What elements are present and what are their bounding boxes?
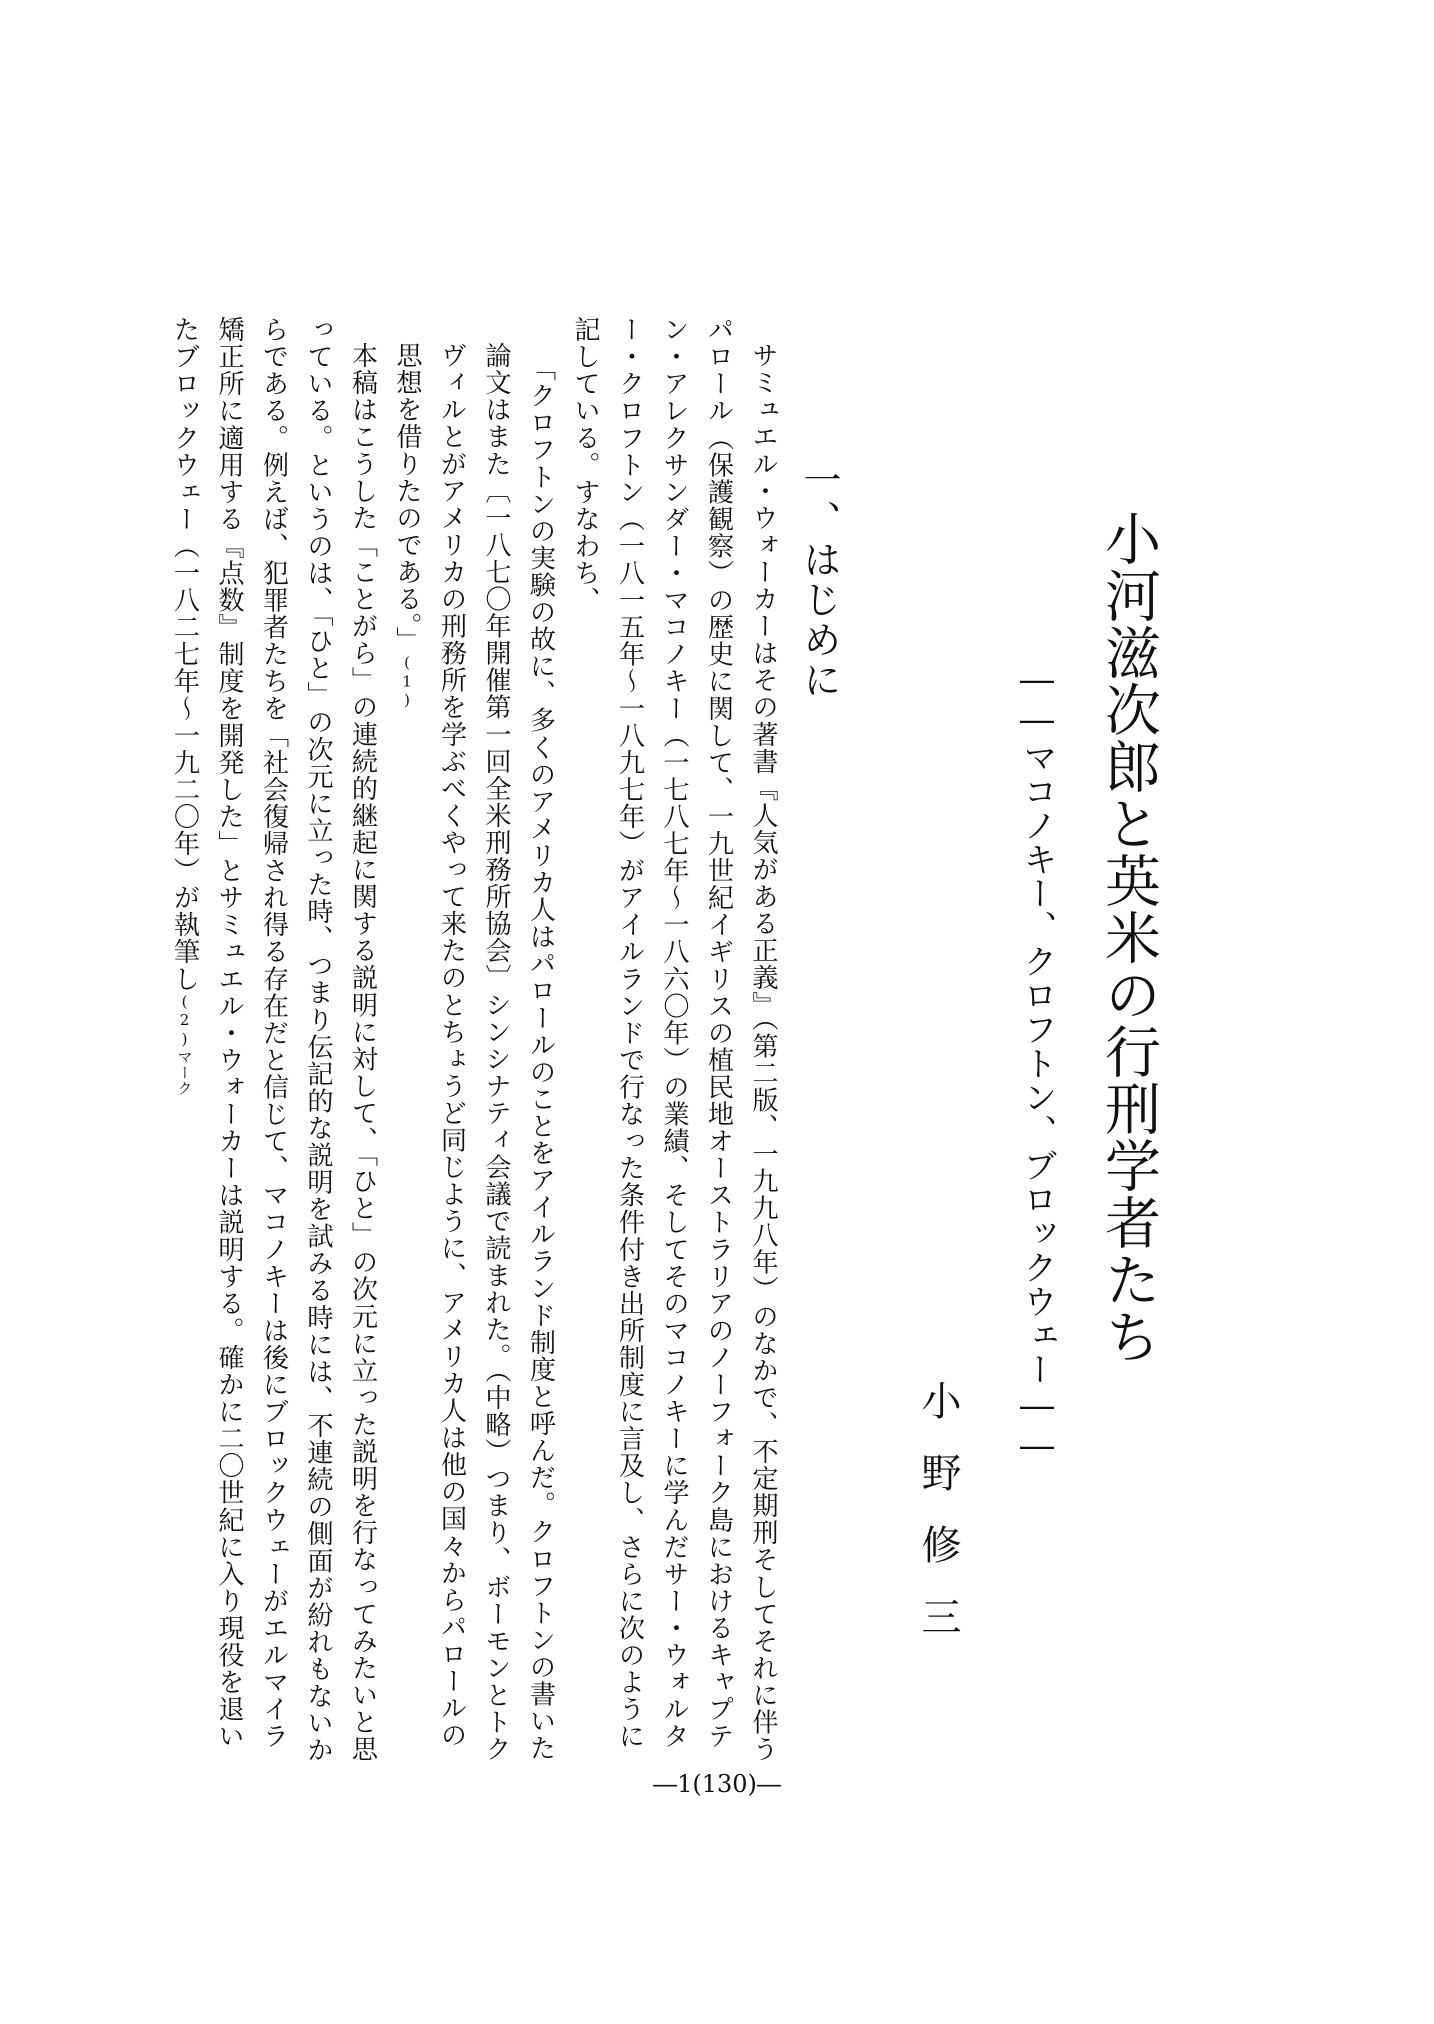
page-number: ―1(130)― (653, 1770, 781, 1798)
ruby-mark: マーク (175, 1048, 194, 1097)
paragraph-quote (385, 316, 563, 1771)
article-subtitle: ――マコノキー、クロフトン、ブロックウェー―― (1017, 660, 1057, 1466)
note-ref-2: (2) (175, 992, 194, 1049)
article-title: 小河滋次郎と英米の行刑学者たち (1096, 510, 1161, 1365)
paragraph-main (162, 316, 385, 1771)
section-heading: 一、はじめに (797, 460, 841, 700)
body-text (169, 316, 785, 1771)
quote-text: 「クロフトンの実験の故に、多くのアメリカ人はパロールのことをアイルランド制度と呼んだ。クロフトンの書いた論文はまた〔一八七〇年開催第一回全米刑務所協会〕シンシナティ会議で読まれた。（中略）つまり、ボーモンとトクヴィルとがアメリカの刑務所を学ぶべくやって来たのとちょうど同じように、アメリカ人は他の国々からパロールの思想を借りたのである。」 (392, 342, 556, 1763)
main-text: 本稿はこうした「ことがら」の連続的継起に関する説明に対して、「ひと」の次元に立った説明を行なってみたいと思っている。というのは、「ひと」の次元に立った時、つまり伝記的な説明を試みる時には、不連続の側面が紛れもないからである。例えば、犯罪者たちを「社会復帰され得る存在だと信じて、マコノキーは後にブロックウェーがエルマイラ矯正所に適用する『点数』制度を開発した」とサミュエル・ウォーカーは説明する。確かに二〇世紀に入り現役を退いたブロックウェー（一八二七年～一九二〇年）が執筆し (169, 316, 378, 1764)
paragraph-intro: サミュエル・ウォーカーはその著書『人気がある正義』（第二版、一九九八年）のなかで、不定期刑そしてそれに伴うパロール（保護観察）の歴史に関して、一九世紀イギリスの植民地オーストラリアのノーフォーク島におけるキャプテン・アレクサンダー・マコノキー（一七八七年～一八六〇年）の業績、そしてそのマコノキーに学んだサー・ウォルター・クロフトン（一八一五年～一八九七年）がアイルランドで行なった条件付き出所制度に言及し、さらに次のように記している。すなわち、 (570, 316, 778, 1763)
note-ref-1: (1) (398, 653, 416, 711)
author-name: 小野修三 (915, 1380, 961, 1668)
